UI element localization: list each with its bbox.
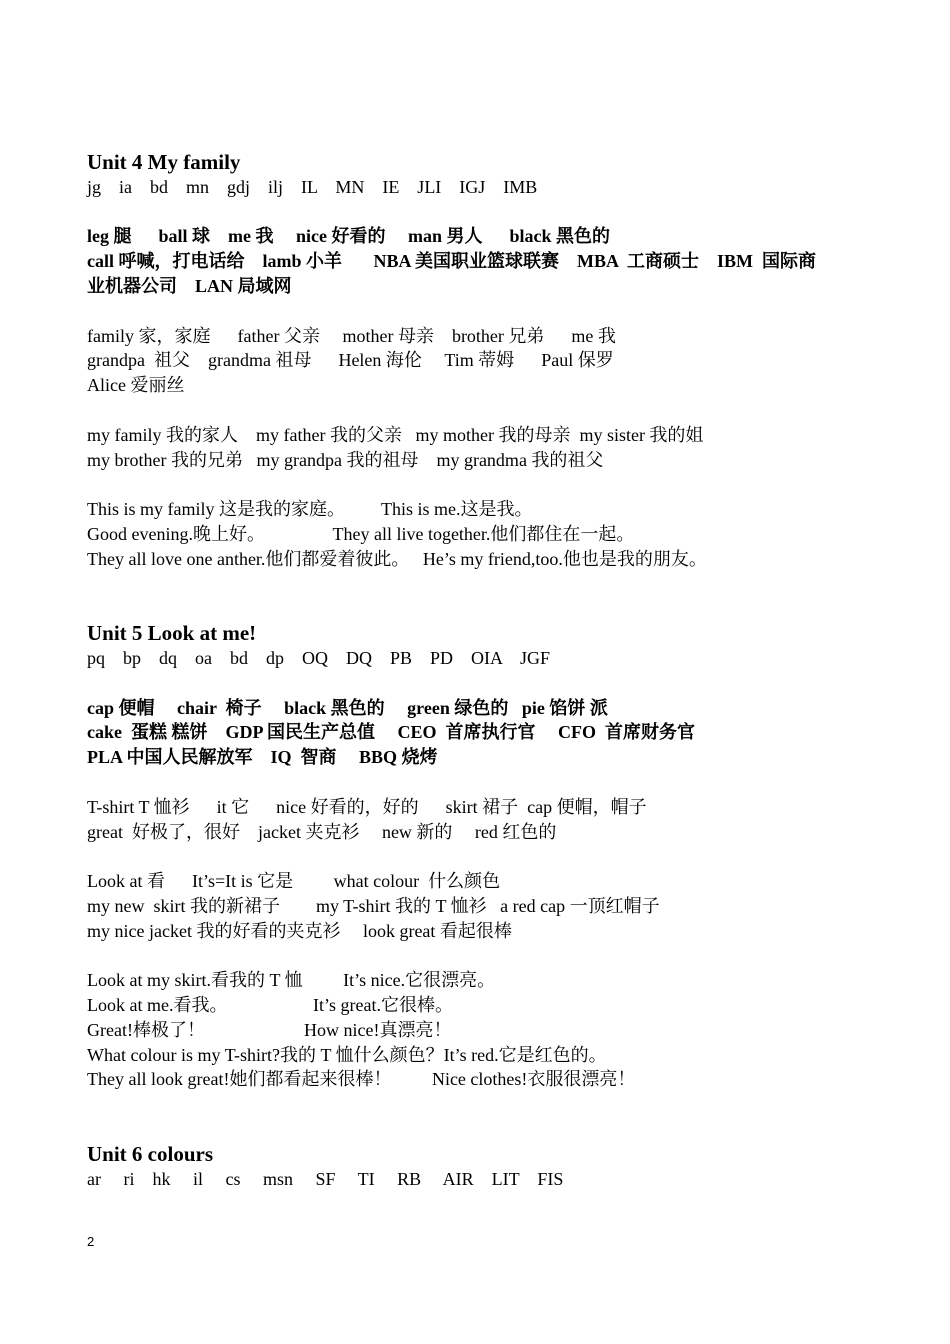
unit-4-title: Unit 4 My family: [87, 150, 241, 174]
spacer: [87, 770, 877, 795]
unit-4-words-line-3: Alice 爱丽丝: [87, 375, 185, 396]
unit-4-words-line-2: grandpa 祖父 grandma 祖母 Helen 海伦 Tim 蒂姆 Paul 保罗: [87, 350, 614, 371]
page-number: 2: [87, 1234, 95, 1249]
unit-5-phrases-line-2: my new skirt 我的新裙子 my T-shirt 我的 T 恤衫 a red cap 一顶红帽子: [87, 895, 660, 916]
unit-4-sentence-2: Good evening.晚上好。 They all live together.他们都住在一起。: [87, 523, 635, 544]
unit-5-sentence-3: Great!棒极了！ How nice!真漂亮！: [87, 1019, 452, 1040]
unit-4-vocab-line-1: leg 腿 ball 球 me 我 nice 好看的 man 男人 black 黑色的: [87, 226, 610, 247]
unit-4-phrases-line-2: my brother 我的兄弟 my grandpa 我的祖母 my grandma 我的祖父: [87, 449, 604, 470]
unit-5-vocab-line-2: cake 蛋糕 糕饼 GDP 国民生产总值 CEO 首席执行官 CFO 首席财务官: [87, 722, 695, 743]
unit-5-sentence-5: They all look great!她们都看起来很棒！ Nice clothes!衣服很漂亮！: [87, 1069, 636, 1090]
unit-5-phrases-line-3: my nice jacket 我的好看的夹克衫 look great 看起很棒: [87, 920, 512, 941]
unit-6-phonics: ar ri hk il cs msn SF TI RB AIR LIT FIS: [87, 1168, 564, 1189]
unit-5-words-line-1: T-shirt T 恤衫 it 它 nice 好看的，好的 skirt 裙子 cap 便帽，帽子: [87, 796, 647, 817]
unit-6-title: Unit 6 colours: [87, 1141, 213, 1166]
unit-4-words-line-1: family 家，家庭 father 父亲 mother 母亲 brother 兄弟 me 我: [87, 325, 616, 346]
unit-5-sentence-4: What colour is my T-shirt?我的 T 恤什么颜色？It’s red.它是红色的。: [87, 1044, 607, 1065]
spacer: [87, 572, 877, 622]
unit-5-phonics: pq bp dq oa bd dp OQ DQ PB PD OIA JGF: [87, 647, 551, 668]
unit-5-title: Unit 5 Look at me!: [87, 621, 257, 646]
spacer: [87, 671, 877, 696]
spacer: [87, 398, 877, 423]
unit-4-sentence-3: They all love one anther.他们都爱着彼此。 He’s my friend,too.他也是我的朋友。: [87, 548, 707, 569]
unit-5-phrases-line-1: Look at 看 It’s=It is 它是 what colour 什么颜色: [87, 871, 501, 892]
spacer: [87, 1092, 877, 1142]
unit-5-vocab-line-1: cap 便帽 chair 椅子 black 黑色的 green 绿色的 pie 馅饼 派: [87, 697, 608, 718]
spacer: [87, 200, 877, 225]
unit-4-vocab-line-2: call 呼喊，打电话给 lamb 小羊 NBA 美国职业篮球联赛 MBA 工商硕士 IBM 国际商: [87, 251, 817, 272]
unit-5-sentence-1: Look at my skirt.看我的 T 恤 It’s nice.它很漂亮。: [87, 970, 496, 991]
page-content: [87, 150, 877, 1191]
spacer: [87, 844, 877, 869]
spacer: [87, 299, 877, 324]
unit-4-vocab-line-3: 业机器公司 LAN 局域网: [87, 275, 292, 296]
unit-4-phonics: jg ia bd mn gdj ilj IL MN IE JLI IGJ IMB: [87, 176, 538, 197]
unit-5-vocab-line-3: PLA 中国人民解放军 IQ 智商 BBQ 烧烤: [87, 747, 438, 768]
unit-4-sentence-1: This is my family 这是我的家庭。 This is me.这是我。: [87, 499, 533, 520]
spacer: [87, 472, 877, 497]
unit-5-sentence-2: Look at me.看我。 It’s great.它很棒。: [87, 995, 453, 1016]
unit-5-words-line-2: great 好极了，很好 jacket 夹克衫 new 新的 red 红色的: [87, 821, 557, 842]
unit-4-phrases-line-1: my family 我的家人 my father 我的父亲 my mother 我的母亲 my sister 我的姐: [87, 424, 704, 445]
spacer: [87, 944, 877, 969]
